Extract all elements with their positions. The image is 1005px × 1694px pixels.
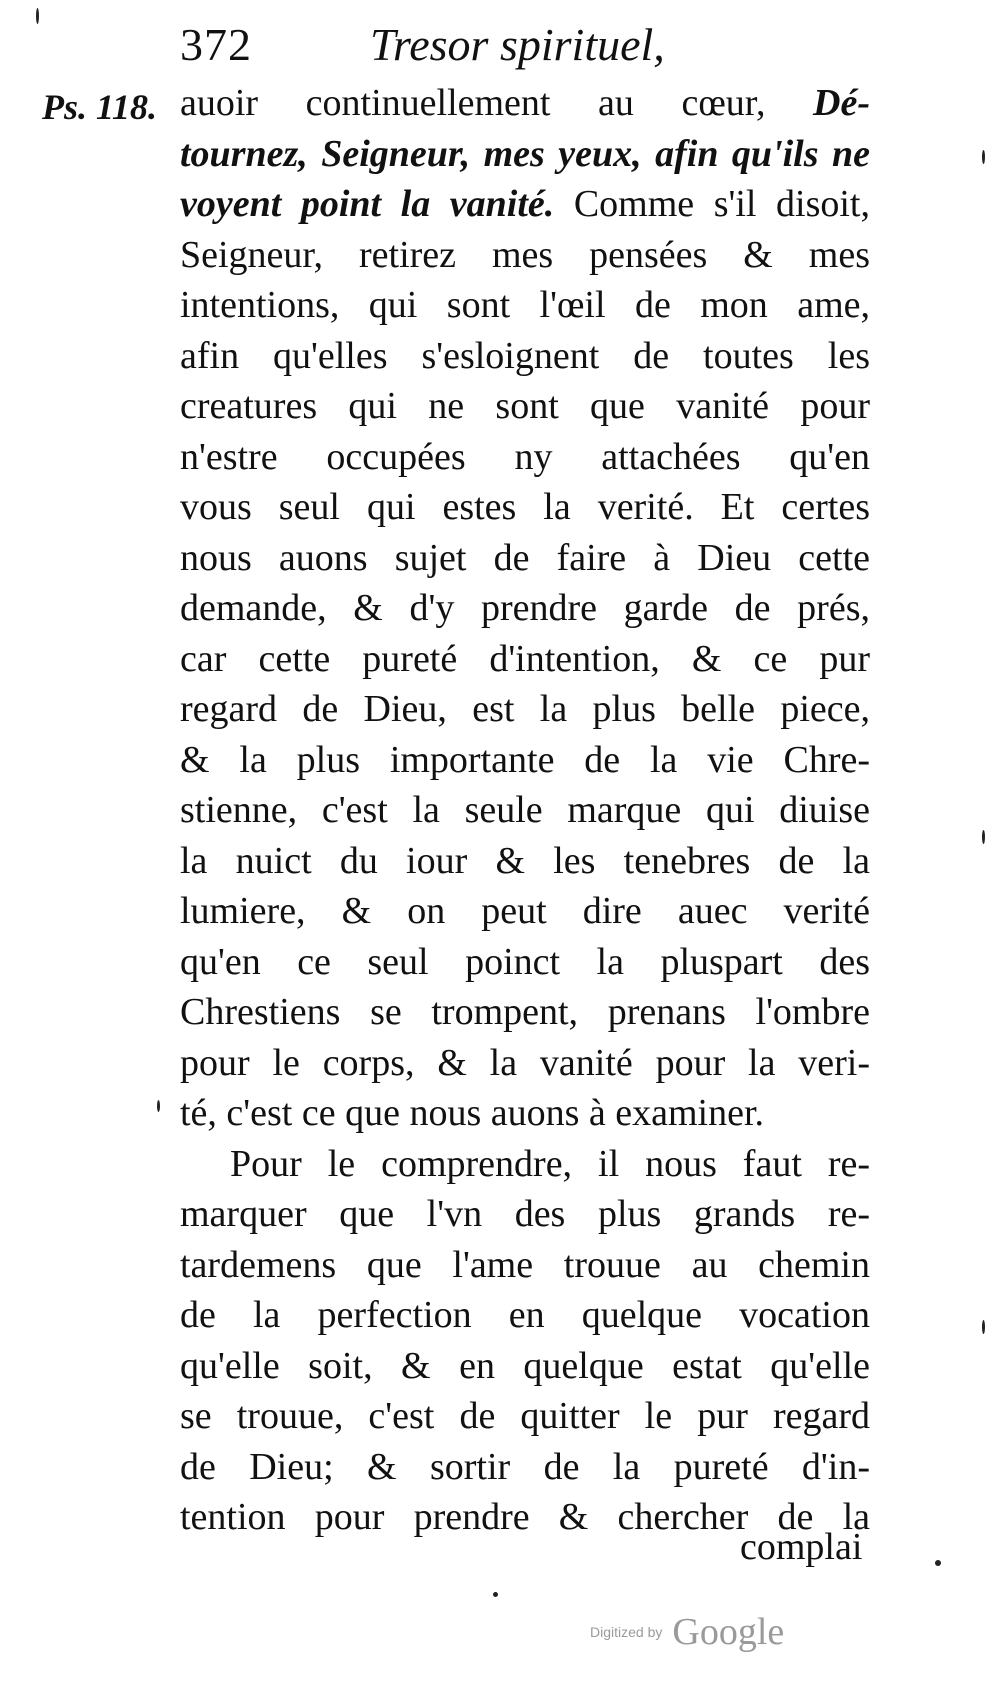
text-line [180, 1442, 870, 1493]
text-line [180, 381, 870, 432]
running-title: Tresor spirituel, [370, 19, 665, 70]
page-header [180, 18, 720, 84]
text-run: n'estre occupées ny attachées qu'en [180, 435, 870, 478]
margin-note: Ps. 118. [42, 87, 158, 127]
text-line [180, 1341, 870, 1392]
scan-speck [157, 1100, 160, 1112]
italic-quotation: Dé- [813, 82, 870, 124]
text-run: marquer que l'vn des plus grands re- [180, 1193, 870, 1235]
scan-speck [982, 830, 985, 844]
text-line [180, 1088, 870, 1139]
text-run: tardemens que l'ame trouue au chemin [180, 1243, 870, 1286]
text-line [180, 583, 870, 634]
text-run: demande, & d'y prendre garde de prés, [180, 587, 870, 629]
text-run: de la perfection en quelque vocation [180, 1294, 870, 1336]
text-run: regard de Dieu, est la plus belle piece, [180, 688, 870, 730]
text-run: pour le corps, & la vanité pour la veri- [180, 1041, 870, 1084]
text-run: la nuict du iour & les tenebres de la [180, 839, 870, 882]
text-run: Pour le comprendre, il nous faut re- [230, 1142, 870, 1185]
text-line [180, 886, 870, 937]
text-run: auoir continuellement au cœur, [180, 82, 814, 124]
italic-quotation: voyent point la vanité. [180, 183, 555, 225]
text-run: qu'en ce seul poinct la pluspart des [180, 940, 870, 983]
digitization-watermark [590, 1610, 784, 1654]
text-line [180, 987, 870, 1038]
watermark-brand: Google [672, 1611, 785, 1653]
text-run: nous auons sujet de faire à Dieu cette [180, 536, 870, 579]
text-line [180, 1240, 870, 1291]
text-run: vous seul qui estes la verité. Et certes [180, 486, 870, 528]
text-line [180, 129, 870, 180]
text-line [180, 634, 870, 685]
text-run: qu'elle soit, & en quelque estat qu'elle [180, 1344, 870, 1387]
text-line [180, 1189, 870, 1240]
catchword: complai [740, 1526, 863, 1568]
text-run: & la plus importante de la vie Chre- [180, 738, 870, 781]
scan-speck [493, 1592, 498, 1597]
text-run: afin qu'elles s'esloignent de toutes les [180, 334, 870, 377]
text-run: lumiere, & on peut dire auec verité [180, 890, 870, 932]
scan-speck [982, 150, 985, 164]
text-line [180, 684, 870, 735]
text-run: té, c'est ce que nous auons à examiner. [180, 1092, 765, 1134]
text-run: creatures qui ne sont que vanité pour [180, 385, 870, 427]
text-line [180, 230, 870, 281]
text-line [180, 1391, 870, 1442]
text-run: Chrestiens se trompent, prenans l'ombre [180, 991, 870, 1033]
text-line [180, 1290, 870, 1341]
text-run: car cette pureté d'intention, & ce pur [180, 637, 870, 680]
text-line [180, 331, 870, 382]
text-run: Comme s'il disoit, [554, 183, 870, 225]
text-line [180, 78, 870, 129]
text-line [180, 1038, 870, 1089]
scan-speck [982, 1320, 985, 1334]
text-run: de Dieu; & sortir de la pureté d'in- [180, 1445, 870, 1488]
text-line [180, 432, 870, 483]
watermark-prefix: Digitized by [590, 1624, 663, 1640]
text-line [180, 482, 870, 533]
text-line [180, 1139, 870, 1190]
scan-speck [36, 8, 39, 24]
text-line [180, 735, 870, 786]
italic-quotation: tournez, Seigneur, mes yeux, afin qu'ils ne [180, 132, 870, 175]
text-run: se trouue, c'est de quitter le pur regard [180, 1395, 870, 1437]
text-line [180, 785, 870, 836]
body-text [180, 78, 870, 1543]
text-run: stienne, c'est la seule marque qui diuise [180, 789, 870, 831]
text-line [180, 280, 870, 331]
text-run: tention pour prendre & chercher de la [180, 1496, 870, 1538]
text-line [180, 533, 870, 584]
text-line [180, 836, 870, 887]
text-run: Seigneur, retirez mes pensées & mes [180, 233, 870, 276]
text-run: intentions, qui sont l'œil de mon ame, [180, 284, 870, 326]
text-line [180, 179, 870, 230]
page-number: 372 [180, 19, 252, 70]
scan-speck [935, 1560, 941, 1566]
text-line [180, 937, 870, 988]
